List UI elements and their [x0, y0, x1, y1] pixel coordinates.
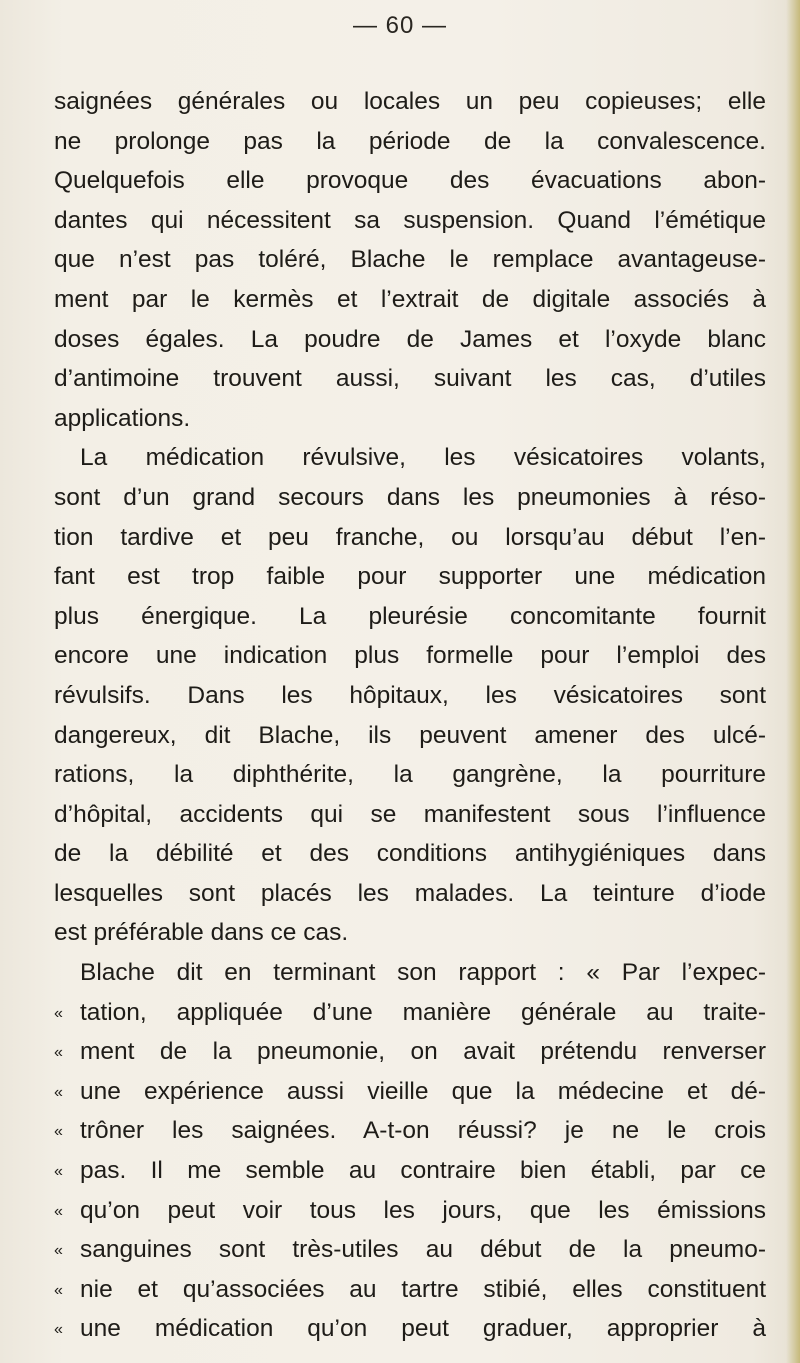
quote-text: une expérience aussi vieille que la médecine et dé-	[80, 1077, 766, 1105]
text-line: applications.	[54, 404, 191, 432]
text-line: ne prolonge pas la période de la convalescence.	[54, 127, 766, 155]
quote-mark: «	[54, 1123, 63, 1141]
text-line	[54, 1151, 766, 1191]
text-line: que n’est pas toléré, Blache le remplace avantageuse-	[54, 246, 766, 274]
text-line	[54, 1111, 766, 1151]
quote-text: nie et qu’associées au tartre stibié, elles constituent	[80, 1275, 766, 1303]
quote-text: qu’on peut voir tous les jours, que les émissions	[80, 1196, 766, 1224]
text-line: dangereux, dit Blache, ils peuvent amener des ulcé-	[54, 721, 766, 749]
quote-mark: «	[54, 1163, 63, 1181]
quote-mark: «	[54, 1083, 63, 1101]
text-line	[54, 1191, 766, 1231]
text-line: saignées générales ou locales un peu copieuses; elle	[54, 88, 766, 115]
quote-text: une médication qu’on peut graduer, approprier à	[80, 1315, 766, 1343]
text-line: encore une indication plus formelle pour l’emploi des	[54, 642, 766, 670]
quote-text: ment de la pneumonie, on avait prétendu renverser	[80, 1038, 766, 1066]
text-line: dantes qui nécessitent sa suspension. Quand l’émétique	[54, 206, 766, 234]
text-line	[54, 1072, 766, 1112]
quote-mark: «	[54, 1044, 63, 1062]
body-text	[54, 82, 766, 1349]
quote-text: sanguines sont très-utiles au début de la pneumo-	[80, 1236, 766, 1264]
quote-mark: «	[54, 1242, 63, 1260]
text-line	[54, 993, 766, 1033]
text-line	[54, 1309, 766, 1349]
text-line: tion tardive et peu franche, ou lorsqu’au début l’en-	[54, 523, 766, 551]
quote-text: trôner les saignées. A-t-on réussi? je ne le crois	[80, 1117, 766, 1145]
quote-mark: «	[54, 1281, 63, 1299]
text-line: d’hôpital, accidents qui se manifestent sous l’influence	[54, 800, 766, 828]
text-line: La médication révulsive, les vésicatoires volants,	[80, 444, 766, 472]
page-number: — 60 —	[352, 12, 448, 39]
text-line: révulsifs. Dans les hôpitaux, les vésicatoires sont	[54, 681, 766, 709]
quote-text: tation, appliquée d’une manière générale au traite-	[80, 998, 766, 1026]
text-line: rations, la diphthérite, la gangrène, la pourriture	[54, 761, 766, 789]
text-line: doses égales. La poudre de James et l’oxyde blanc	[54, 325, 766, 353]
text-line: sont d’un grand secours dans les pneumonies à réso-	[54, 483, 766, 511]
quote-mark: «	[54, 1004, 63, 1022]
text-line: fant est trop faible pour supporter une médication	[54, 563, 766, 591]
text-line	[54, 1270, 766, 1310]
text-line: lesquelles sont placés les malades. La teinture d’iode	[54, 879, 766, 907]
quote-mark: «	[54, 1321, 63, 1339]
text-line: ment par le kermès et l’extrait de digitale associés à	[54, 285, 766, 313]
quote-mark: «	[54, 1202, 63, 1220]
text-line: d’antimoine trouvent aussi, suivant les cas, d’utiles	[54, 365, 766, 393]
text-line: est préférable dans ce cas.	[54, 919, 349, 947]
quote-text: pas. Il me semble au contraire bien établi, par ce	[80, 1157, 766, 1185]
text-line	[54, 1032, 766, 1072]
text-line: Quelquefois elle provoque des évacuations abon-	[54, 167, 766, 195]
text-line: de la débilité et des conditions antihygiéniques dans	[54, 840, 766, 868]
text-line: plus énergique. La pleurésie concomitante fournit	[54, 602, 766, 630]
text-line: Blache dit en terminant son rapport : « Par l’expec-	[80, 959, 766, 987]
text-line	[54, 1230, 766, 1270]
page-edge	[786, 0, 800, 1363]
